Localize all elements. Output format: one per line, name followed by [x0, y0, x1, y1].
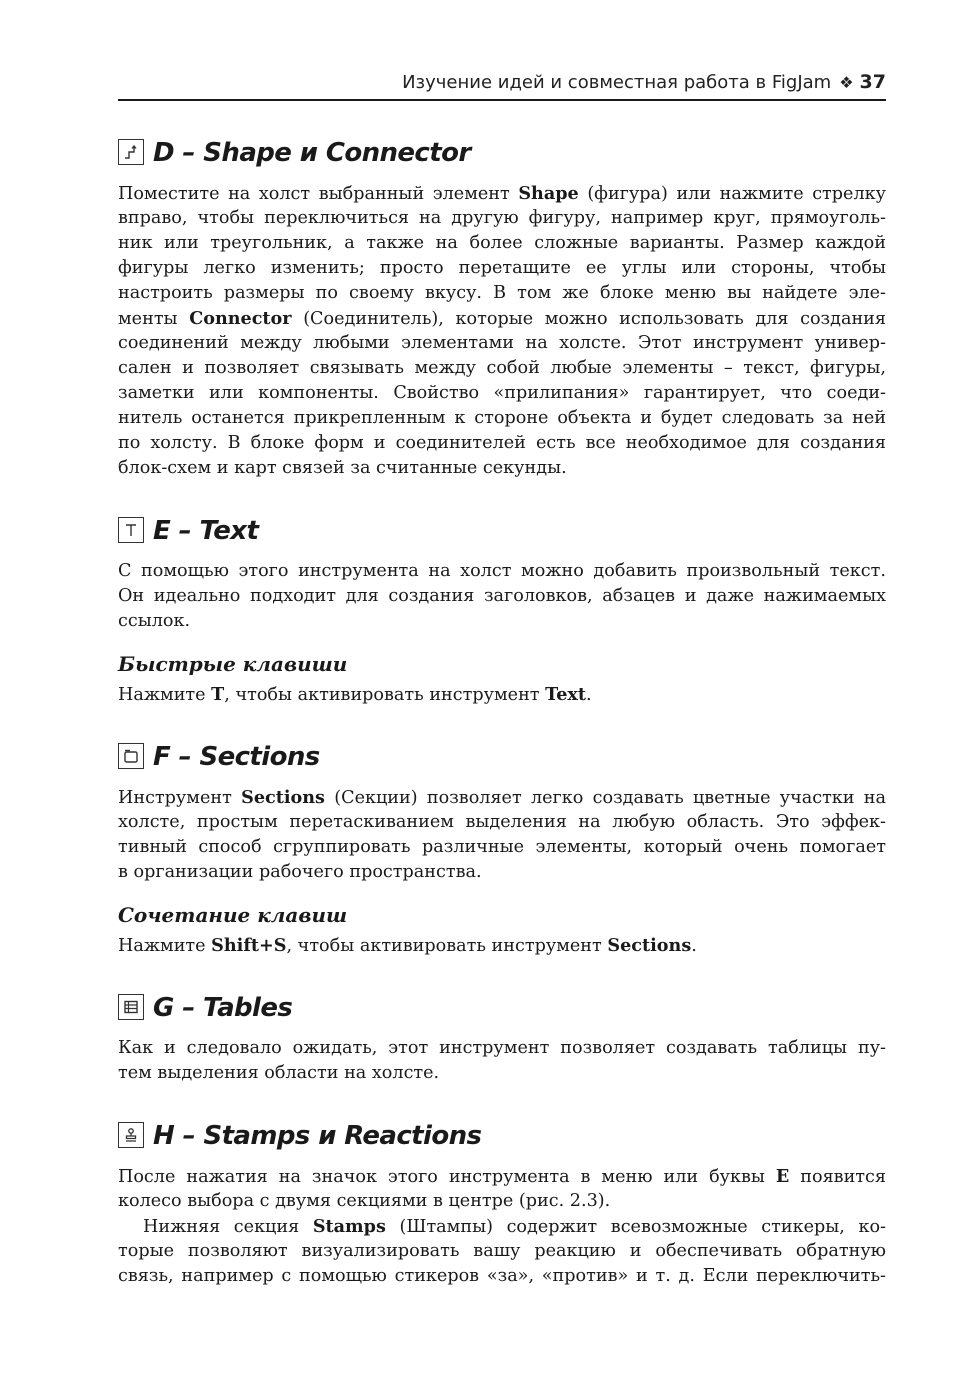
text-line — [118, 1164, 886, 1189]
text-run: тем выделения области на холсте. — [118, 1063, 440, 1083]
text-run: С помощью этого инструмента на холст можно добавить произвольный текст. — [118, 561, 886, 581]
bold-term: Sections — [607, 935, 692, 956]
text-run: Нижняя секция — [143, 1217, 313, 1237]
table-icon — [118, 994, 144, 1020]
text-run: нитель останется прикрепленным к стороне объекта и будет следовать за ней — [118, 408, 886, 428]
text-run: колесо выбора с двумя секциями в центре (рис. 2.3). — [118, 1191, 611, 1211]
text-run: блок-схем и карт связей за считанные секунды. — [118, 458, 567, 478]
section-e-shortcut — [118, 682, 886, 707]
section-g-heading — [118, 986, 886, 1026]
connector-icon — [118, 139, 144, 165]
bold-term: Shift+S — [211, 935, 287, 956]
text-line — [118, 206, 886, 231]
text-line — [118, 431, 886, 456]
text-line — [118, 406, 886, 431]
section-d-body — [118, 181, 886, 481]
section-e-body — [118, 559, 886, 634]
text-run: . — [586, 685, 592, 705]
section-f-body — [118, 785, 886, 885]
text-line — [118, 356, 886, 381]
text-tool-icon — [118, 517, 144, 543]
bold-term: Stamps — [312, 1216, 386, 1237]
text-line — [118, 1036, 886, 1061]
text-line — [118, 584, 886, 609]
text-line — [118, 331, 886, 356]
bold-term: T — [211, 684, 225, 705]
text-run: (Штампы) содержит всевозможные стикеры, ко- — [385, 1217, 887, 1237]
section-e-heading — [118, 509, 886, 549]
text-run: в организации рабочего пространства. — [118, 862, 482, 882]
text-line — [118, 256, 886, 281]
text-run: вправо, чтобы переключиться на другую фигуру, например круг, прямоуголь- — [118, 208, 886, 228]
text-run: , чтобы активировать инструмент — [286, 936, 608, 956]
section-h-body — [118, 1164, 886, 1214]
section-f-subheading: Сочетание клавиш — [118, 903, 348, 927]
text-line — [118, 1061, 886, 1086]
text-line — [118, 559, 886, 584]
text-line — [118, 1189, 886, 1214]
bold-term: Text — [545, 684, 587, 705]
section-f-title: F – Sections — [153, 742, 320, 772]
text-line — [118, 181, 886, 206]
bold-term: E — [775, 1166, 790, 1187]
text-line — [118, 933, 886, 958]
text-run: , чтобы активировать инструмент — [224, 685, 546, 705]
sections-icon — [118, 743, 144, 769]
section-g-title: G – Tables — [153, 993, 293, 1023]
text-line — [118, 682, 886, 707]
text-run: торые позволяют визуализировать вашу реакцию и обеспечивать обратную — [118, 1241, 886, 1261]
running-head — [118, 66, 886, 101]
bold-term: Sections — [241, 787, 325, 808]
text-line — [118, 860, 886, 885]
text-run: менты — [118, 309, 190, 329]
text-run: заметки или компоненты. Свойство «прилипания» гарантирует, что соеди- — [118, 383, 886, 403]
stamp-icon — [118, 1122, 144, 1148]
text-line — [118, 231, 886, 256]
text-run: холсте, простым перетаскиванием выделения на любую область. Это эффек- — [118, 812, 886, 832]
text-line — [118, 1214, 886, 1239]
text-run: появится — [789, 1167, 886, 1187]
text-run: (Секции) позволяет легко создавать цветные участки на — [324, 788, 887, 808]
text-run: (Соединитель), которые можно использовать для создания — [291, 309, 887, 329]
text-run: сален и позволяет связывать между собой любые элементы – текст, фигуры, — [118, 358, 886, 378]
text-line — [118, 1264, 886, 1289]
text-run: Нажмите — [118, 936, 212, 956]
text-run: по холсту. В блоке форм и соединителей есть все необходимое для создания — [118, 433, 886, 453]
running-head-separator: ❖ — [839, 73, 854, 92]
text-line — [118, 381, 886, 406]
text-run: связь, например с помощью стикеров «за», «против» и т. д. Если переключить- — [118, 1266, 886, 1286]
section-h-body-2 — [118, 1214, 886, 1289]
section-d-title: D – Shape и Connector — [153, 138, 471, 168]
section-g-body — [118, 1036, 886, 1086]
text-line — [118, 810, 886, 835]
section-f-shortcut — [118, 933, 886, 958]
text-run: Он идеально подходит для создания заголовков, абзацев и даже нажимаемых — [118, 586, 886, 606]
book-page — [118, 66, 886, 1289]
bold-term: Connector — [189, 308, 292, 329]
text-run: (фигура) или нажмите стрелку — [578, 184, 886, 204]
section-h-title: H – Stamps и Reactions — [153, 1121, 482, 1151]
text-run: Как и следовало ожидать, этот инструмент позволяет создавать таблицы пу- — [118, 1038, 886, 1058]
text-run: После нажатия на значок этого инструмента в меню или буквы — [118, 1167, 776, 1187]
text-run: ссылок. — [118, 611, 191, 631]
section-f-heading — [118, 735, 886, 775]
text-run: тивный способ сгруппировать различные элементы, который очень помогает — [118, 837, 886, 857]
text-run: соединений между любыми элементами на холсте. Этот инструмент универ- — [118, 333, 886, 353]
text-line — [118, 785, 886, 810]
text-run: Инструмент — [118, 788, 242, 808]
text-line — [118, 1239, 886, 1264]
text-line — [118, 456, 886, 481]
text-line — [118, 609, 886, 634]
text-run: Нажмите — [118, 685, 212, 705]
text-line — [118, 306, 886, 331]
text-line — [118, 835, 886, 860]
text-run: Поместите на холст выбранный элемент — [118, 184, 519, 204]
section-h-heading — [118, 1114, 886, 1154]
section-d-heading — [118, 131, 886, 171]
bold-term: Shape — [518, 183, 579, 204]
text-run: . — [691, 936, 697, 956]
page-number: 37 — [859, 71, 886, 93]
text-run: ник или треугольник, а также на более сложные варианты. Размер каждой — [118, 233, 886, 253]
running-head-title: Изучение идей и совместная работа в FigJam — [402, 72, 832, 93]
text-line — [118, 281, 886, 306]
text-run: настроить размеры по своему вкусу. В том же блоке меню вы найдете эле- — [118, 283, 886, 303]
section-e-subheading: Быстрые клавиши — [118, 652, 348, 676]
text-run: фигуры легко изменить; просто перетащите ее углы или стороны, чтобы — [118, 258, 886, 278]
section-e-title: E – Text — [153, 516, 259, 546]
